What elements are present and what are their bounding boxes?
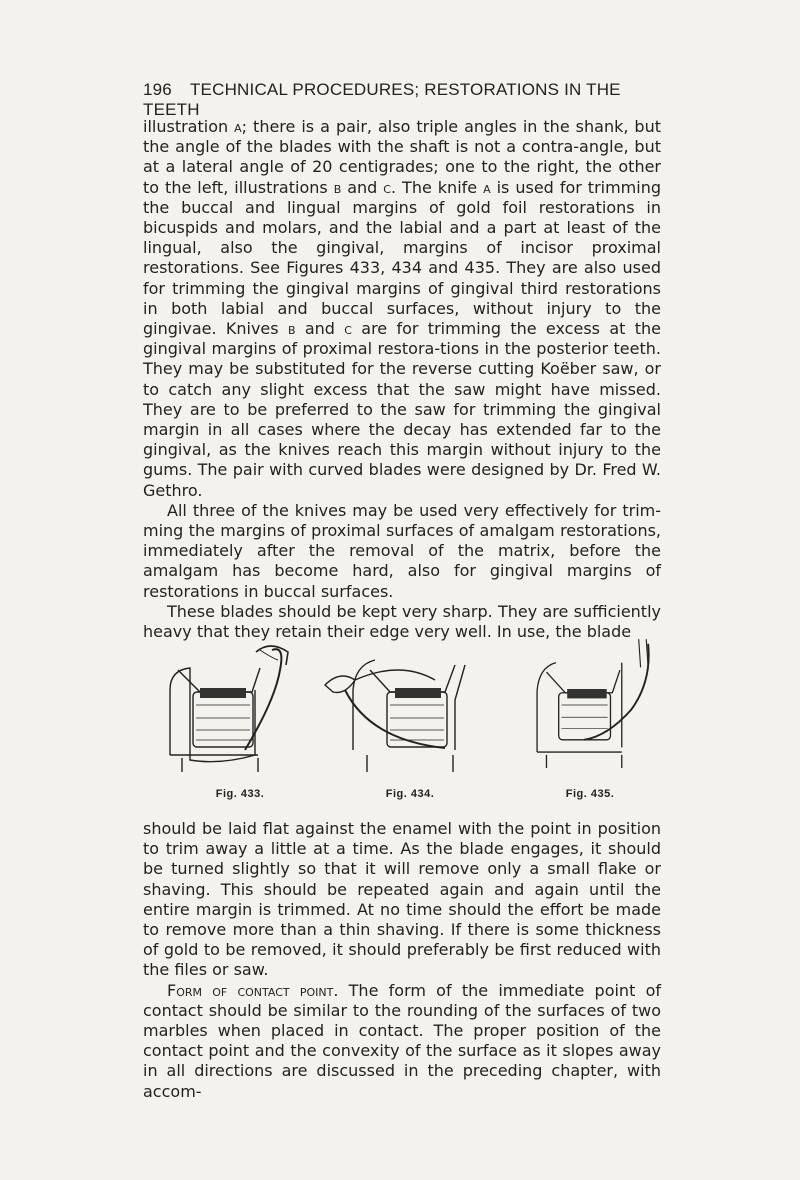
text-segment: illustration <box>143 117 235 136</box>
body-text-top <box>143 117 661 642</box>
text-segment: and <box>341 177 384 197</box>
tooth-knife-illustration-icon <box>160 630 320 780</box>
small-caps-text: c <box>344 319 352 339</box>
running-title: TECHNICAL PROCEDURES; RESTORATIONS IN THE TEETH <box>143 80 621 119</box>
text-segment: The form of the immediate point of contact should be similar to the rounding of the surfaces of two marbles when placed in contact. The proper position of the contact point and the convexity of the surface as it slopes away in all directions are discussed in the preceding chapter, with accom- <box>143 980 661 1101</box>
page-number: 196 <box>143 80 172 99</box>
paragraph <box>143 981 661 1102</box>
small-caps-text: c <box>383 177 391 197</box>
figure-435 <box>490 630 650 800</box>
figure-group <box>160 630 660 805</box>
text-segment: is used for trimming the buccal and lingual margins of gold foil restorations in bicuspids and molars, and the labial and a part at least of the lingual, also the gingival, margins of incisor proximal restorations. See Figures 433, 434 and 435. They are also used for trimming the gingival margins of gingival third restorations in both labial and buccal surfaces, without injury to the gingivae. Knives <box>143 177 661 339</box>
small-caps-text: Form of contact point. <box>167 980 339 1000</box>
small-caps-text: b <box>333 177 342 197</box>
body-text-bottom <box>143 819 661 1102</box>
text-segment: ; there is a pair, also triple angles in the shank, but the angle of the blades with the shaft is not a contra-angle, but at a lateral angle of 20 centigrades; one to the right, the other to the left, illustrations <box>143 117 662 197</box>
text-segment: These blades should be kept very sharp. They are sufficiently heavy that they retain their edge very well. In use, the blade <box>143 601 661 642</box>
text-segment: should be laid flat against the enamel with the point in position to trim away a little at a time. As the blade engages, it should be turned slightly so that it will remove only a small flake or shaving. This should be repeated again and again until the entire margin is trimmed. At no time should the effort be made to remove more than a thin shaving. If there is some thickness of gold to be removed, it should preferably be first reduced with the files or saw. <box>143 819 661 980</box>
paragraph <box>143 819 661 981</box>
figure-434 <box>315 630 475 800</box>
figure-caption: Fig. 433. <box>215 788 265 800</box>
tooth-knife-illustration-icon <box>490 630 650 780</box>
text-segment: All three of the knives may be used very effectively for trim-ming the margins of proximal surfaces of amalgam restorations, immediately after the removal of the matrix, before the amalgam has become hard, also for gingival margins of restorations in buccal surfaces. <box>143 500 661 601</box>
tooth-knife-illustration-icon <box>315 630 475 780</box>
figure-433 <box>160 630 320 800</box>
small-caps-text: a <box>483 177 491 197</box>
small-caps-text: b <box>287 319 296 339</box>
paragraph <box>143 501 661 602</box>
running-header <box>143 80 663 120</box>
text-segment: . The knife <box>390 177 484 197</box>
text-segment: are for trimming the excess at the gingival margins of proximal restora-tions in the posterior teeth. They may be substituted for the reverse cutting Koëber saw, or to catch any slight excess that the saw might have missed. They are to be preferred to the saw for trimming the gingival margin in all cases where the decay has extended far to the gingival, as the knives reach this margin without injury to the gums. The pair with curved blades were designed by Dr. Fred W. Gethro. <box>143 319 661 500</box>
text-segment: and <box>295 319 345 339</box>
figure-caption: Fig. 434. <box>385 788 435 800</box>
figure-caption: Fig. 435. <box>565 788 615 800</box>
paragraph <box>143 117 661 501</box>
small-caps-text: a <box>234 117 242 136</box>
